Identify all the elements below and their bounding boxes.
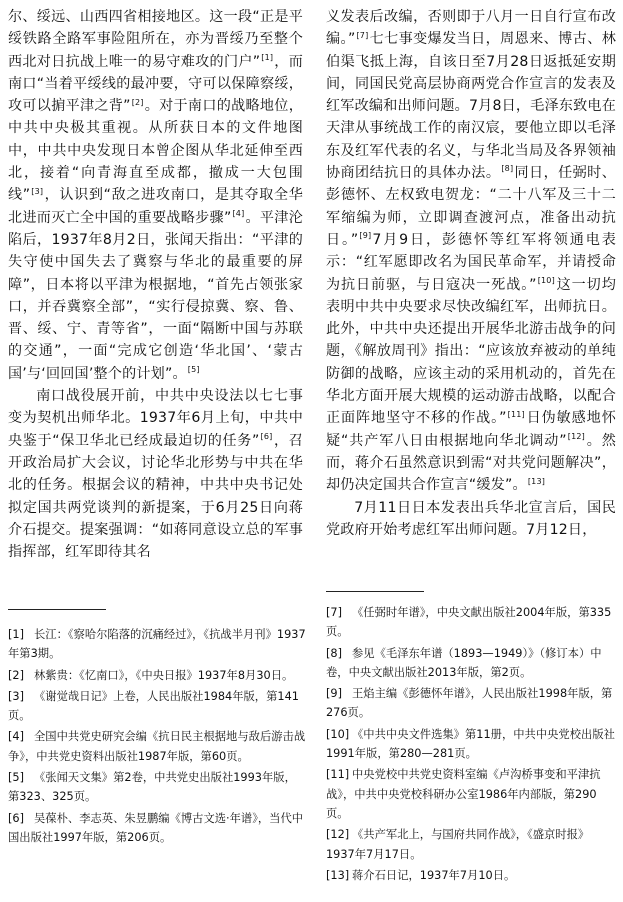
footnote-text: 中央党校中共党史资料室编《卢沟桥事变和平津抗战》，中共中央党校科研办公室1986年内部版，第290页。 <box>326 768 601 820</box>
footnote-number: [9] <box>326 687 343 701</box>
footnote <box>8 666 306 685</box>
body-column-right <box>326 6 616 541</box>
text-run: 。对于南口的战略地位，中共中央极其重视。从所获日本的文件地图中，中共中央发现日本曾企图从华北延伸至西北，接着“向青海直至成都，撤成一大包围线” <box>8 98 303 204</box>
footnote-text: 《谢觉哉日记》上卷，人民出版社1984年版，第141页。 <box>8 689 299 723</box>
footnote <box>326 825 616 864</box>
text-run: 。平津沦陷后，1937年8月2日，张闻天指出：“平津的失守使中国失去了冀察与华北的最重要的屏障”，日本将以平津为根据地，“首先占领张家口，并吞冀察全部”，“实行侵掠冀、察、鲁、晋、绥、宁、青等省”，一面“隔断中国与苏联的交通”，一面“完成它创造‘华北国’、‘蒙古国’与‘回回国’整个的计划”。 <box>8 209 303 382</box>
footnote <box>8 625 306 664</box>
footnotes-right <box>326 603 616 887</box>
footnote-number: [6] <box>8 811 25 825</box>
footnote-text: 吴葆朴、李志英、朱昱鹏编《博古文选·年谱》，当代中国出版社1997年版，第206页。 <box>8 811 304 844</box>
footnote-number: [11] <box>326 768 350 782</box>
text-run: 南口战役展开前，中共中央设法以七七事变为契机出师华北。1937年6月上旬，中共中央鉴于“保卫华北已经成最迫切的任务” <box>8 388 303 449</box>
footnote-text: 《共产军北上，与国府共同作战》，《盛京时报》1937年7月17日。 <box>326 828 590 861</box>
text-run: ，召开政治局扩大会议，讨论华北形势与中共在华北的任务。根据会议的精神，中共中央书记处拟定国共两党谈判的新提案，于6月25日向蒋介石提交。提案强调：“如蒋同意设立总的军事指挥部，红军即待其名 <box>8 432 303 561</box>
footnote <box>8 687 306 726</box>
footnote <box>8 809 306 848</box>
footnote-number: [5] <box>8 771 25 785</box>
footnote-text: 王焰主编《彭德怀年谱》，人民出版社1998年版，第276页。 <box>326 687 613 720</box>
footnote-number: [2] <box>8 668 25 682</box>
footnote-ref: [1] <box>261 52 274 62</box>
text-run: 日伪敏感地怀疑“共产军八日由根据地向华北调动” <box>326 410 616 449</box>
footnote-text: 长江：《察哈尔陷落的沉痛经过》，《抗战半月刊》1937年第3期。 <box>8 628 306 661</box>
paragraph <box>326 497 616 542</box>
footnote-number: [8] <box>326 646 343 660</box>
text-run: 义发表后改编，否则即于八月一日自行宣布改编。” <box>326 9 616 48</box>
footnote-ref: [9] <box>359 231 372 241</box>
paragraph <box>326 6 616 497</box>
footnote <box>326 684 616 723</box>
text-run: 七七事变爆发当日，周恩来、博古、林伯渠飞抵上海，自该日至7月28日返抵延安期间，同国民党高层协商两党合作宣言的发表及红军改编和出师问题。7月8日，毛泽东致电在天津从事统战工作的南汉宸，要他立即以毛泽东及红军代表的名义，与华北当局及各界领袖协商团结抗日的具体办法。 <box>326 31 616 182</box>
footnote-text: 《任弼时年谱》，中央文献出版社2004年版，第335页。 <box>326 606 612 639</box>
footnote-ref: [6] <box>260 431 273 441</box>
footnote-number: [10] <box>326 727 350 741</box>
body-column-left <box>8 6 303 563</box>
text-run: 尔、绥远、山西四省相接地区。这一段“正是平绥铁路全路军事险阻所在，亦为晋绥乃至整个西北对日抗战上唯一的易守难攻的门户” <box>8 9 303 70</box>
footnotes-left <box>8 625 306 849</box>
footnote-text: 参见《毛泽东年谱（1893—1949）》（修订本）中卷，中央文献出版社2013年版，第2页。 <box>326 646 602 679</box>
footnote <box>326 725 616 764</box>
text-run: 这一切均表明中共中央要求尽快改编红军，出师抗日。此外，中共中央还提出开展华北游击战争的问题，《解放周刊》指出：“应该放弃被动的单纯防御的战略，应该主动的采用机动的，首先在华北方面开展大规模的运动游击战略，以配合正面阵地坚守不移的作战。” <box>326 276 616 427</box>
footnote-text: 全国中共党史研究会编《抗日民主根据地与敌后游击战争》，中共党史资料出版社1987年版，第60页。 <box>8 730 306 763</box>
footnote <box>8 727 306 766</box>
text-run: 7月9日，彭德怀等红军将领通电表示：“红军愿即改名为国民革命军，并请授命为抗日前驱，与日寇决一死战。” <box>326 231 616 293</box>
footnote-ref: [11] <box>507 409 525 419</box>
footnote-ref: [7] <box>356 30 369 40</box>
footnote-number: [13] <box>326 868 350 882</box>
footnote-ref: [12] <box>567 431 585 441</box>
footnote-number: [1] <box>8 628 25 641</box>
footnote <box>8 768 306 807</box>
footnote-text: 《中共中央文件选集》第11册，中共中央党校出版社1991年版，第280—281页。 <box>326 727 615 761</box>
footnote-ref: [4] <box>232 208 245 218</box>
footnote-ref: [5] <box>187 365 200 375</box>
text-run: ，而南口“当着平绥线的最冲要，守可以保障察绥，攻可以掮平津之背” <box>8 53 303 115</box>
footnote-text: 林紫贵：《忆南口》，《中央日报》1937年8月30日。 <box>34 668 294 682</box>
footnote-number: [12] <box>326 828 350 842</box>
footnote-text: 《张闻天文集》第2卷，中共党史出版社1993年版，第323、325页。 <box>8 771 296 804</box>
paragraph <box>8 385 303 563</box>
footnote-text: 蒋介石日记，1937年7月10日。 <box>352 868 516 882</box>
text-run: 。然而，蒋介石虽然意识到需“对共党问题解决”，却仍决定国共合作宣言“缓发”。 <box>326 432 616 494</box>
footnote-ref: [10] <box>537 275 555 285</box>
text-run: 同日，任弼时、彭德怀、左权致电贺龙：“二十八军及三十二军缩编为师，立即调查渡河点，准备出动抗日。” <box>326 165 616 248</box>
text-run: 7月11日日本发表出兵华北宣言后，国民党政府开始考虑红军出师问题。7月12日， <box>326 499 616 538</box>
text-run: ，认识到“敌之进攻南口，是其夺取全华北进而灭亡全中国的重要战略步骤” <box>8 187 304 226</box>
footnote-ref: [3] <box>31 186 44 196</box>
footnote-ref: [8] <box>501 164 514 174</box>
paragraph <box>8 6 303 385</box>
footnote <box>326 644 616 683</box>
footnote-rule-left <box>8 609 106 610</box>
footnote-number: [4] <box>8 730 25 744</box>
footnote-ref: [13] <box>527 476 546 486</box>
footnote <box>326 603 616 642</box>
footnote <box>326 765 616 823</box>
footnote-number: [3] <box>8 689 25 703</box>
footnote <box>326 866 616 885</box>
footnote-rule-right <box>326 591 424 592</box>
footnote-number: [7] <box>326 606 343 619</box>
footnote-ref: [2] <box>131 97 144 107</box>
